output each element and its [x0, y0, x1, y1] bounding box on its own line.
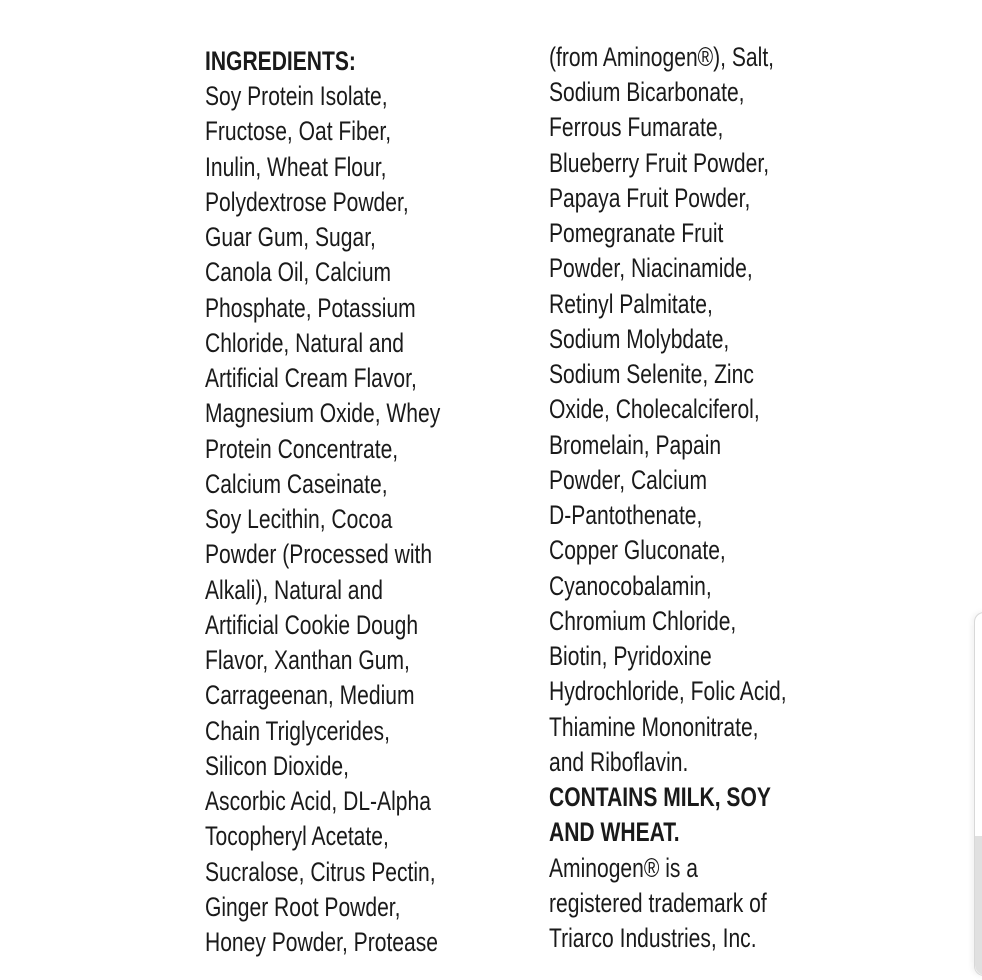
ingredient-line: Tocopheryl Acetate, [205, 821, 389, 852]
side-panel-lower [975, 836, 982, 975]
ingredient-line: Copper Gluconate, [549, 535, 726, 566]
ingredient-line: Cyanocobalamin, [549, 570, 712, 601]
ingredient-line: Papaya Fruit Powder, [549, 182, 751, 213]
ingredient-line: Chain Triglycerides, [205, 715, 390, 746]
ingredient-line: Soy Lecithin, Cocoa [205, 504, 393, 535]
ingredient-line: Aminogen® is a [549, 852, 698, 883]
ingredient-line: Ginger Root Powder, [205, 891, 401, 922]
ingredient-line: Triarco Industries, Inc. [549, 923, 757, 953]
ingredient-line: Chloride, Natural and [205, 327, 405, 358]
ingredient-line: Calcium Caseinate, [205, 468, 388, 499]
ingredient-line: Sodium Molybdate, [549, 323, 730, 354]
ingredient-line: Carrageenan, Medium [205, 680, 415, 711]
ingredient-line: (from Aminogen®), Salt, [549, 42, 775, 72]
heading-line: INGREDIENTS: [205, 46, 356, 76]
ingredient-line: D-Pantothenate, [549, 500, 703, 531]
ingredient-line: Sodium Selenite, Zinc [549, 359, 754, 390]
heading-line: CONTAINS MILK, SOY [549, 782, 771, 813]
ingredient-line: Powder, Niacinamide, [549, 253, 753, 284]
ingredient-line: Honey Powder, Protease [205, 927, 438, 957]
ingredient-line: Ferrous Fumarate, [549, 112, 724, 143]
ingredient-line: Blueberry Fruit Powder, [549, 147, 770, 178]
ingredient-line: Flavor, Xanthan Gum, [205, 645, 410, 676]
ingredient-line: Powder (Processed with [205, 539, 433, 570]
ingredient-line: Artificial Cream Flavor, [205, 363, 417, 394]
ingredient-line: Ascorbic Acid, DL-Alpha [205, 786, 431, 817]
ingredient-line: Guar Gum, Sugar, [205, 222, 376, 253]
ingredient-line: Protein Concentrate, [205, 433, 399, 464]
side-panel-edge[interactable] [974, 612, 982, 976]
ingredient-line: Inulin, Wheat Flour, [205, 151, 387, 182]
ingredient-line: Sucralose, Citrus Pectin, [205, 856, 436, 887]
ingredient-line: Fructose, Oat Fiber, [205, 116, 392, 147]
ingredient-line: Bromelain, Papain [549, 429, 722, 460]
ingredient-line: Phosphate, Potassium [205, 292, 416, 323]
ingredient-line: Thiamine Mononitrate, [549, 711, 759, 742]
ingredient-line: Powder, Calcium [549, 464, 708, 495]
heading-line: AND WHEAT. [549, 817, 680, 848]
ingredient-line: Artificial Cookie Dough [205, 609, 419, 640]
ingredient-line: Retinyl Palmitate, [549, 288, 713, 319]
ingredient-line: Alkali), Natural and [205, 574, 383, 605]
ingredient-line: Polydextrose Powder, [205, 186, 409, 217]
ingredient-line: registered trademark of [549, 887, 767, 918]
ingredient-line: Silicon Dioxide, [205, 750, 349, 781]
ingredient-line: Canola Oil, Calcium [205, 257, 392, 288]
ingredient-line: Pomegranate Fruit [549, 218, 724, 249]
ingredient-line: Soy Protein Isolate, [205, 81, 388, 112]
ingredient-line: Magnesium Oxide, Whey [205, 398, 441, 429]
ingredient-line: Biotin, Pyridoxine [549, 641, 712, 672]
ingredient-line: Hydrochloride, Folic Acid, [549, 676, 787, 707]
ingredient-line: Chromium Chloride, [549, 605, 737, 636]
ingredient-line: and Riboflavin. [549, 746, 689, 777]
ingredient-line: Sodium Bicarbonate, [549, 77, 745, 108]
ingredient-line: Oxide, Cholecalciferol, [549, 394, 760, 425]
